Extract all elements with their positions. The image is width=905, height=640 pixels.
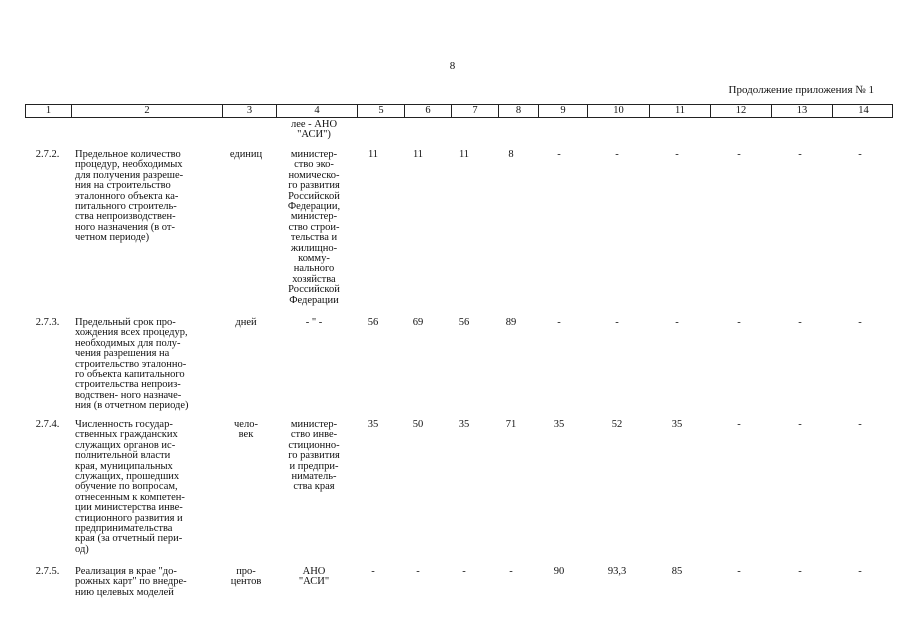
row-value: -: [858, 566, 862, 577]
row-value: 11: [412, 149, 424, 160]
row-value: -: [858, 317, 862, 328]
row-value: -: [675, 149, 679, 160]
row-value: 52: [611, 419, 623, 430]
row-value: -: [557, 149, 561, 160]
header-cell: 5: [357, 105, 404, 117]
row-unit: единиц: [229, 149, 263, 160]
row-value: -: [615, 317, 619, 328]
header-cell: 10: [587, 105, 649, 117]
row-indicator-name: Численность государ- ственных гражданских служащих органов ис- полнительной власти края, муниципальных служащих, прошедших обучение по вопросам, отнесенным к компетен- ции министерства инве- стиционного развития и предпринимательства края (за отчетный пери- од): [75, 419, 185, 555]
row-value: -: [737, 566, 741, 577]
row-value: 50: [412, 419, 424, 430]
row-unit: дней: [235, 317, 257, 328]
row-value: -: [798, 149, 802, 160]
header-cell: 9: [538, 105, 587, 117]
header-cell: 2: [71, 105, 222, 117]
row-number: 2.7.3.: [35, 317, 60, 328]
row-value: 89: [505, 317, 517, 328]
continuation-caption: Продолжение приложения № 1: [728, 84, 874, 96]
header-cell: 4: [276, 105, 357, 117]
header-cell: 3: [222, 105, 276, 117]
row-value: 35: [367, 419, 379, 430]
row-value: -: [737, 317, 741, 328]
row-value: -: [737, 149, 741, 160]
row-value: 11: [458, 149, 470, 160]
header-cell: 6: [404, 105, 451, 117]
row-value: 8: [508, 149, 514, 160]
row-number: 2.7.5.: [35, 566, 60, 577]
row-value: -: [798, 317, 802, 328]
header-cell: 14: [832, 105, 894, 117]
row-number: 2.7.4.: [35, 419, 60, 430]
row-indicator-name: Предельное количество процедур, необходимых для получения разреше- ния на строительство эталонного объекта ка- питального строитель- ства непроизводствен- ного назначения (в от- четном периоде): [75, 149, 184, 244]
row-value: -: [858, 149, 862, 160]
row-value: 35: [458, 419, 470, 430]
row-value: -: [615, 149, 619, 160]
row-value: -: [462, 566, 466, 577]
row-value: -: [557, 317, 561, 328]
row-indicator-name: Реализация в крае "до- рожных карт" по внедре- нию целевых моделей: [75, 566, 187, 598]
row-value: -: [675, 317, 679, 328]
row-value: -: [509, 566, 513, 577]
header-cell: 12: [710, 105, 771, 117]
header-cell: 11: [649, 105, 710, 117]
row-value: 69: [412, 317, 424, 328]
row-value: 35: [671, 419, 683, 430]
header-cell: 7: [451, 105, 498, 117]
row-unit: про- центов: [230, 566, 262, 588]
row-value: -: [737, 419, 741, 430]
row-value: 56: [367, 317, 379, 328]
row-responsible: министер- ство инве- стиционно- го развития и предпри- ниматель- ства края: [288, 419, 340, 493]
page-number: 8: [449, 60, 456, 72]
row-value: 11: [367, 149, 379, 160]
row-number: 2.7.2.: [35, 149, 60, 160]
header-cell: 1: [45, 105, 52, 116]
row-value: -: [798, 566, 802, 577]
row-unit: чело- век: [234, 419, 258, 441]
row-value: -: [798, 419, 802, 430]
row-value: 93,3: [607, 566, 627, 577]
row-value: -: [858, 419, 862, 430]
row-responsible: АНО "АСИ": [298, 566, 330, 588]
row-value: 35: [553, 419, 565, 430]
carry-over-responsible: лее - АНО "АСИ"): [290, 119, 338, 141]
row-responsible: - " -: [305, 317, 323, 328]
row-responsible: министер- ство эко- номическо- го развития Российской Федерации, министер- ство строи- тельства и жилищно- комму- нального хозяйства Российской Федерации: [287, 149, 341, 306]
table-header-row: [25, 104, 893, 118]
header-cell: 8: [498, 105, 538, 117]
row-value: -: [371, 566, 375, 577]
row-value: 90: [553, 566, 565, 577]
row-value: 71: [505, 419, 517, 430]
row-indicator-name: Предельный срок про- хождения всех процедур, необходимых для полу- чения разрешения на строительство эталонно- го объекта капитального строительства непроиз- водствен- ного назначе- ния (в отчетном периоде): [75, 317, 189, 412]
row-value: 56: [458, 317, 470, 328]
row-value: 85: [671, 566, 683, 577]
row-value: -: [416, 566, 420, 577]
header-cell: 13: [771, 105, 832, 117]
